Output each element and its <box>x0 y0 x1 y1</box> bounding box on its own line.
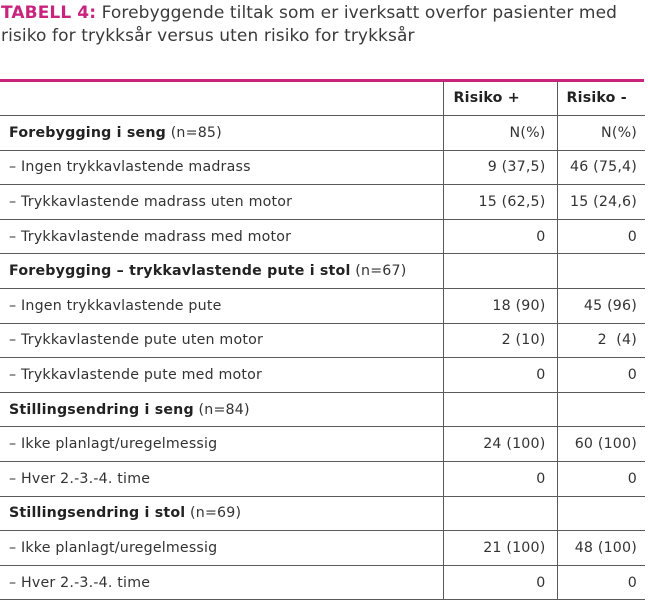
table-section-row <box>0 496 645 531</box>
risiko-minus-cell: 45 (96) <box>557 289 645 324</box>
header-cell-empty <box>0 81 443 116</box>
row-label-cell: – Trykkavlastende madrass med motor <box>0 219 443 254</box>
data-table <box>0 81 645 600</box>
row-label-cell: – Ikke planlagt/uregelmessig <box>0 427 443 462</box>
risiko-minus-cell: 0 <box>557 565 645 600</box>
risiko-minus-cell: 2 (4) <box>557 323 645 358</box>
row-label-cell: – Trykkavlastende pute uten motor <box>0 323 443 358</box>
section-title: Stillingsendring i stol <box>9 505 186 522</box>
risiko-minus-cell: 60 (100) <box>557 427 645 462</box>
table-row <box>0 185 645 220</box>
section-title-cell <box>0 392 443 427</box>
table-row <box>0 427 645 462</box>
risiko-plus-cell: 0 <box>443 219 557 254</box>
section-title: Forebygging i seng <box>9 124 166 141</box>
row-label-cell: – Hver 2.-3.-4. time <box>0 462 443 497</box>
table-row <box>0 150 645 185</box>
risiko-plus-cell: 0 <box>443 462 557 497</box>
header-cell-risiko-plus: Risiko + <box>443 81 557 116</box>
table-section-row <box>0 254 645 289</box>
table-row <box>0 289 645 324</box>
risiko-plus-cell: 0 <box>443 565 557 600</box>
section-title-cell <box>0 116 443 151</box>
risiko-minus-cell <box>557 392 645 427</box>
risiko-plus-cell: 18 (90) <box>443 289 557 324</box>
section-count: (n=69) <box>185 505 242 522</box>
row-label-cell: – Ingen trykkavlastende madrass <box>0 150 443 185</box>
risiko-minus-cell: 0 <box>557 462 645 497</box>
section-title: Forebygging – trykkavlastende pute i stol <box>9 263 351 280</box>
row-label-cell: – Trykkavlastende pute med motor <box>0 358 443 393</box>
risiko-minus-cell <box>557 496 645 531</box>
risiko-minus-cell: 48 (100) <box>557 531 645 566</box>
section-count: (n=67) <box>350 263 407 280</box>
risiko-minus-cell: 0 <box>557 219 645 254</box>
table-body <box>0 81 645 600</box>
table-section-row <box>0 392 645 427</box>
risiko-plus-cell <box>443 392 557 427</box>
table-section-row <box>0 116 645 151</box>
section-count: (n=84) <box>193 401 250 418</box>
risiko-plus-cell: 15 (62,5) <box>443 185 557 220</box>
row-label-cell: – Ikke planlagt/uregelmessig <box>0 531 443 566</box>
caption-label: TABELL 4: <box>1 3 97 23</box>
header-cell-risiko-minus: Risiko - <box>557 81 645 116</box>
risiko-plus-cell: 21 (100) <box>443 531 557 566</box>
section-title-cell <box>0 496 443 531</box>
risiko-minus-cell: 0 <box>557 358 645 393</box>
risiko-plus-cell: N(%) <box>443 116 557 151</box>
risiko-minus-cell: 15 (24,6) <box>557 185 645 220</box>
table-row <box>0 358 645 393</box>
row-label-cell: – Trykkavlastende madrass uten motor <box>0 185 443 220</box>
risiko-plus-cell <box>443 496 557 531</box>
table-row <box>0 565 645 600</box>
table-row <box>0 531 645 566</box>
table-caption <box>1 2 646 48</box>
risiko-minus-cell: N(%) <box>557 116 645 151</box>
row-label-cell: – Ingen trykkavlastende pute <box>0 289 443 324</box>
section-title: Stillingsendring i seng <box>9 401 194 418</box>
risiko-minus-cell <box>557 254 645 289</box>
section-count: (n=85) <box>165 124 222 141</box>
risiko-plus-cell: 2 (10) <box>443 323 557 358</box>
risiko-plus-cell <box>443 254 557 289</box>
risiko-plus-cell: 9 (37,5) <box>443 150 557 185</box>
risiko-plus-cell: 0 <box>443 358 557 393</box>
row-label-cell: – Hver 2.-3.-4. time <box>0 565 443 600</box>
table-header-row <box>0 81 645 116</box>
risiko-minus-cell: 46 (75,4) <box>557 150 645 185</box>
caption-text: Forebyggende tiltak som er iverksatt overfor pasienter med risiko for trykksår versus uten risiko for trykksår <box>1 3 618 46</box>
table-row <box>0 323 645 358</box>
risiko-plus-cell: 24 (100) <box>443 427 557 462</box>
table-row <box>0 219 645 254</box>
table-row <box>0 462 645 497</box>
section-title-cell <box>0 254 443 289</box>
